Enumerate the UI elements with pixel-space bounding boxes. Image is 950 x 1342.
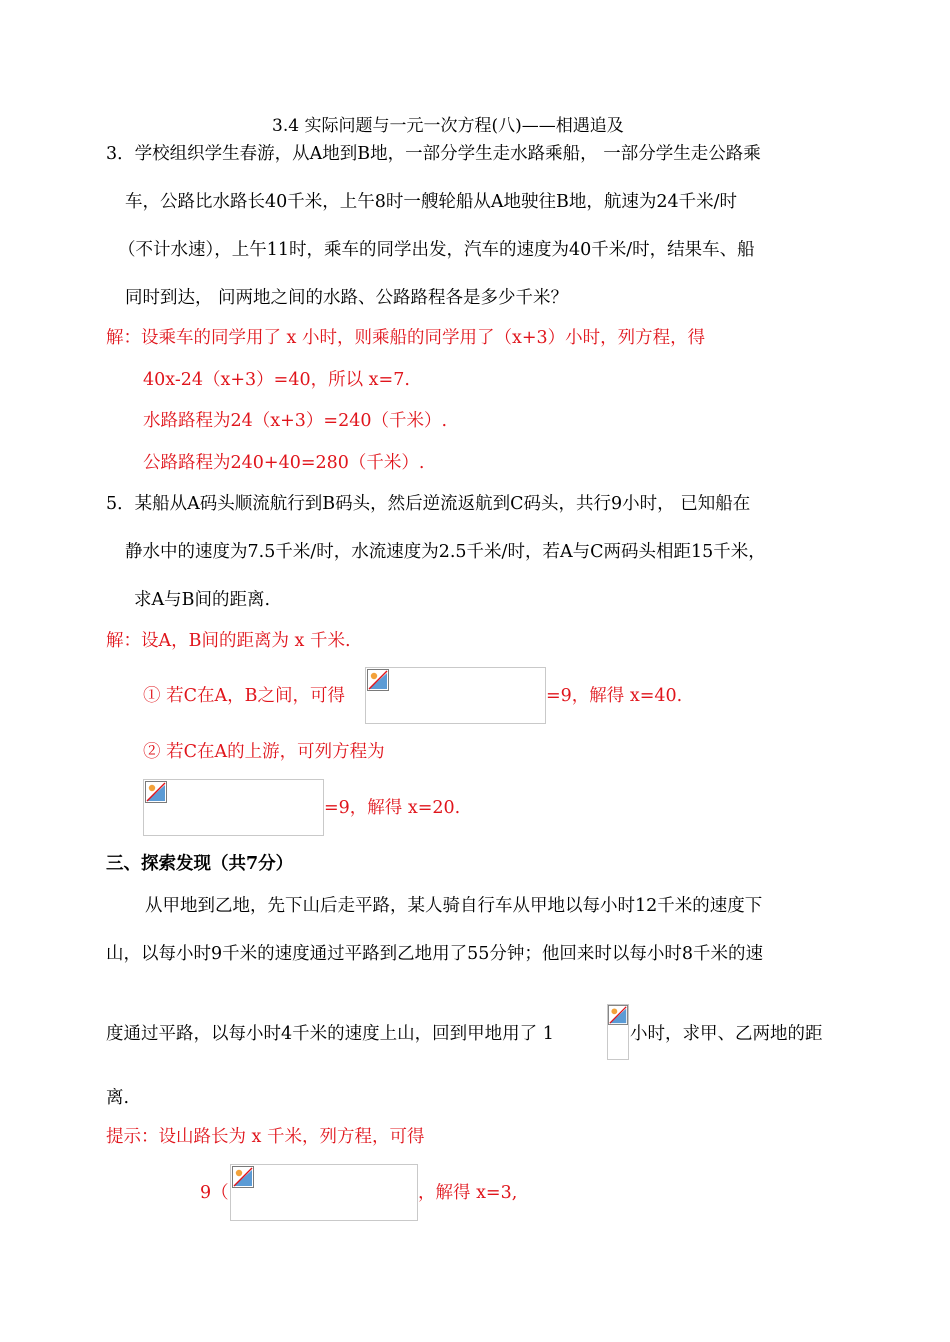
section-3-line-3-end: 小时，求甲、乙两地的距 xyxy=(630,1024,823,1044)
problem-3-line-1: 3．学校组织学生春游，从A地到B地，一部分学生走水路乘船， 一部分学生走公路乘 xyxy=(106,144,761,164)
section-3-heading: 三、探索发现（共7分） xyxy=(106,854,294,874)
solution-5-case-1-result: =9，解得 x=40. xyxy=(546,686,683,706)
section-3-line-2: 山，以每小时9千米的速度通过平路到乙地用了55分钟；他回来时以每小时8千米的速 xyxy=(106,944,764,964)
broken-image-icon xyxy=(608,1005,628,1025)
page-title: 3.4 实际问题与一元一次方程(八)——相遇追及 xyxy=(272,116,624,136)
equation-image-placeholder-1 xyxy=(365,667,546,724)
fraction-image-placeholder xyxy=(607,1004,629,1060)
equation-image-placeholder-2 xyxy=(143,779,324,836)
solution-5-case-2-result: =9，解得 x=20. xyxy=(324,798,461,818)
broken-image-icon xyxy=(232,1166,254,1188)
hint-equation-start: 9（ xyxy=(200,1183,229,1203)
solution-3-line-1: 解：设乘车的同学用了 x 小时，则乘船的同学用了（x+3）小时，列方程，得 xyxy=(106,328,706,348)
solution-3-line-4: 公路路程为240+40=280（千米）. xyxy=(143,453,425,473)
problem-5-line-2: 静水中的速度为7.5千米/时，水流速度为2.5千米/时，若A与C两码头相距15千米， xyxy=(125,542,766,562)
solution-5-case-2-text: ② 若C在A的上游，可列方程为 xyxy=(143,742,385,762)
problem-5-line-3: 求A与B间的距离. xyxy=(134,590,271,610)
solution-3-line-3: 水路路程为24（x+3）=240（千米）. xyxy=(143,411,448,431)
section-3-line-1: 从甲地到乙地，先下山后走平路，某人骑自行车从甲地以每小时12千米的速度下 xyxy=(145,896,763,916)
broken-image-icon xyxy=(145,781,167,803)
solution-5-case-1-text: ① 若C在A，B之间，可得 xyxy=(143,686,345,706)
equation-image-placeholder-3 xyxy=(230,1164,418,1221)
broken-image-icon xyxy=(367,669,389,691)
hint-equation-result: ，解得 x=3, xyxy=(418,1183,518,1203)
solution-5-line-1: 解：设A，B间的距离为 x 千米. xyxy=(106,631,351,651)
hint-line-1: 提示：设山路长为 x 千米，列方程，可得 xyxy=(106,1127,425,1147)
section-3-line-3-start: 度通过平路，以每小时4千米的速度上山，回到甲地用了 1 xyxy=(106,1024,554,1044)
problem-3-line-2: 车，公路比水路长40千米，上午8时一艘轮船从A地驶往B地，航速为24千米/时 xyxy=(125,192,738,212)
solution-3-line-2: 40x-24（x+3）=40，所以 x=7. xyxy=(143,370,410,390)
problem-3-line-4: 同时到达， 问两地之间的水路、公路路程各是多少千米？ xyxy=(125,288,569,308)
problem-3-line-3: （不计水速），上午11时，乘车的同学出发，汽车的速度为40千米/时，结果车、船 xyxy=(118,240,755,260)
section-3-line-4: 离. xyxy=(106,1088,130,1108)
problem-5-line-1: 5．某船从A码头顺流航行到B码头，然后逆流返航到C码头，共行9小时， 已知船在 xyxy=(106,494,751,514)
